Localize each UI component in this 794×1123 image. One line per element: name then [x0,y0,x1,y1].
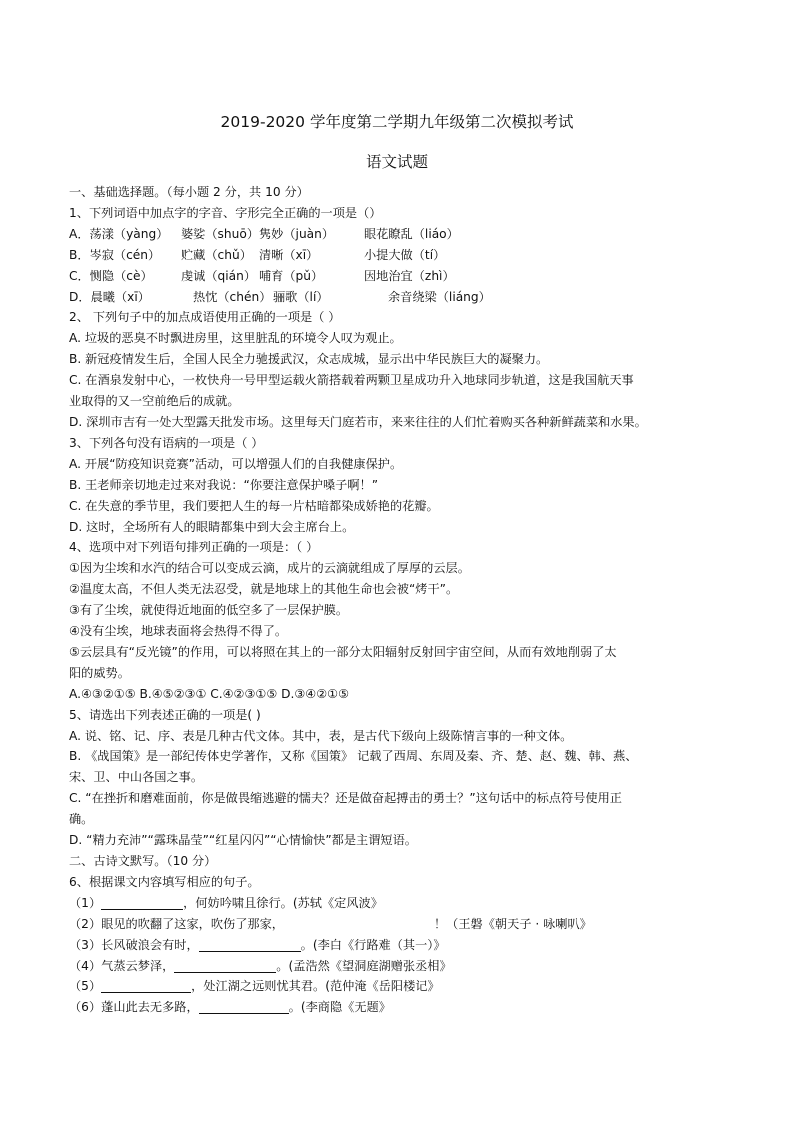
fill-blank-item [69,976,729,997]
section-heading: 二、古诗文默写。（10 分） [69,854,217,868]
item-prefix: （3）长风破浪会有时， [69,937,199,952]
option-cell: 贮藏（chǔ） [181,247,252,262]
item-suffix: 。(李白《行路难（其一）》 [300,937,446,952]
answer-blank[interactable] [199,999,289,1014]
option-text: C. “在挫折和磨难面前，你是做畏缩逃避的懦夫？还是做奋起搏击的勇士？”这句话中的标点符号使用正 [69,791,622,806]
fill-blank-item [69,893,729,914]
option-cell: C．恻隐（cè） [69,268,153,283]
option-text-cont: 业取得的又一空前绝后的成就。 [69,394,240,409]
answer-blank[interactable] [174,958,276,973]
option-text: A. 开展“防疫知识竞赛”活动，可以增强人们的自我健康保护。 [69,456,403,471]
option-text: D. 深圳市吉有一处大型露天批发市场。这里每天门庭若市，来来往往的人们忙着购买各种新鲜蔬菜和水果。 [69,414,647,429]
option-text-cont: 确。 [69,812,94,827]
option-cell: A．荡漾（yàng） [69,226,169,241]
question-stem: 3、下列各句没有语病的一项是（ ） [69,435,264,450]
sentence-item-cont: 阳的威势。 [69,665,130,680]
sentence-item: ①因为尘埃和水汽的结合可以变成云滴，成片的云滴就组成了厚厚的云层。 [69,561,470,576]
item-suffix: 。(李商隐《无题》 [288,1000,391,1015]
option-row [69,287,729,308]
item-prefix: （4）气蒸云梦泽， [69,958,175,973]
option-text: D. 这时，全场所有人的眼睛都集中到大会主席台上。 [69,519,355,534]
option-cell: 骊歌（lí） [273,289,329,304]
option-text: A. 说、铭、记、序、表是几种古代文体。其中，表，是古代下级向上级陈情言事的一种文体。 [69,728,573,743]
sentence-item: ③有了尘埃，就使得近地面的低空多了一层保护膜。 [69,603,349,618]
option-row [69,245,729,266]
item-prefix: （2）眼见的吹翻了这家，吹伤了那家， [69,916,284,931]
item-prefix: （5） [69,979,102,994]
option-text: B. 《战国策》是一部纪传体史学著作，又称《国策》 记载了西周、东周及秦、齐、楚、赵、魏、韩、燕、 [69,749,638,764]
option-text-cont: 宋、卫、中山各国之事。 [69,770,204,785]
option-text: A. 垃圾的恶臭不时飘进房里，这里脏乱的环境令人叹为观止。 [69,331,402,346]
sentence-item: ⑤云层具有“反光镜”的作用，可以将照在其上的一部分太阳辐射反射回宇宙空间，从而有效地削弱了太 [69,644,617,659]
question-stem: 4、选项中对下列语句排列正确的一项是：（ ） [69,540,319,555]
option-cell: D．晨曦（xī） [69,289,150,304]
option-text: C. 在酒泉发射中心，一枚快舟一号甲型运载火箭搭载着两颗卫星成功升入地球同步轨道，这是我国航天事 [69,373,634,388]
exam-subtitle: 语文试题 [365,153,428,171]
option-cell: 虔诚（qián） [181,268,257,283]
option-cell: 清晰（xī） [259,247,319,262]
option-cell: 婆娑（shuō） [181,226,260,241]
option-cell: 眼花瞭乱（liáo） [364,226,459,241]
option-text: B. 新冠疫情发生后，全国人民全力驰援武汉，众志成城，显示出中华民族巨大的凝聚力。 [69,352,549,367]
sentence-item: ④没有尘埃，地球表面将会热得不得了。 [69,624,288,639]
question-stem: 5、请选出下列表述正确的一项是( ) [69,707,261,722]
option-cell: 余音绕梁（liáng） [388,289,491,304]
question-stem: 6、根据课文内容填写相应的句子。 [69,874,260,889]
fill-blank-item [69,997,729,1018]
fill-blank-item [69,956,729,977]
item-suffix: ，何妨吟啸且徐行。(苏轼《定风波》 [183,895,383,910]
answer-blank[interactable] [101,895,183,910]
option-row [69,224,729,245]
option-text: D. “精力充沛”“露珠晶莹”“红星闪闪”“心情愉快”都是主谓短语。 [69,833,417,848]
exam-body [69,182,729,1018]
option-cell: B．岑寂（cén） [69,247,161,262]
item-suffix: ！（王磐《朝天子 · 咏喇叭》 [433,916,592,931]
option-text: C. 在失意的季节里，我们要把人生的每一片枯暗都染成娇艳的花瓣。 [69,498,439,513]
answer-blank[interactable] [101,978,191,993]
answer-blank[interactable] [199,937,301,952]
fill-blank-item [69,935,729,956]
section-heading: 一、基础选择题。（每小题 2 分，共 10 分） [69,185,309,199]
option-row [69,266,729,287]
option-cell: 小提大做（tí） [364,247,446,262]
option-text: B. 王老师亲切地走过来对我说：“你要注意保护嗓子啊！” [69,477,379,492]
item-prefix: （6）蓬山此去无多路， [69,1000,199,1015]
exam-title: 2019-2020 学年度第二学期九年级第二次模拟考试 [220,113,574,131]
question-stem: 2、 下列句子中的加点成语使用正确的一项是（ ） [69,310,341,325]
answer-options: A.④③②①⑤ B.④⑤②③① C.④②③①⑤ D.③④②①⑤ [69,686,350,701]
item-suffix: ，处江湖之远则忧其君。(范仲淹《岳阳楼记》 [191,979,440,994]
fill-blank-item [69,914,729,935]
question-stem: 1、下列词语中加点字的字音、字形完全正确的一项是（） [69,205,382,220]
sentence-item: ②温度太高，不但人类无法忍受，就是地球上的其他生命也会被“烤干”。 [69,582,459,597]
option-cell: 因地治宜（zhì） [364,268,455,283]
item-prefix: （1） [69,895,102,910]
option-cell: 哺育（pǔ） [259,268,324,283]
option-cell: 热忱（chén） [193,289,272,304]
item-suffix: 。(孟浩然《望洞庭湖赠张丞相》 [276,958,452,973]
option-cell: 隽妙（juàn） [259,226,335,241]
